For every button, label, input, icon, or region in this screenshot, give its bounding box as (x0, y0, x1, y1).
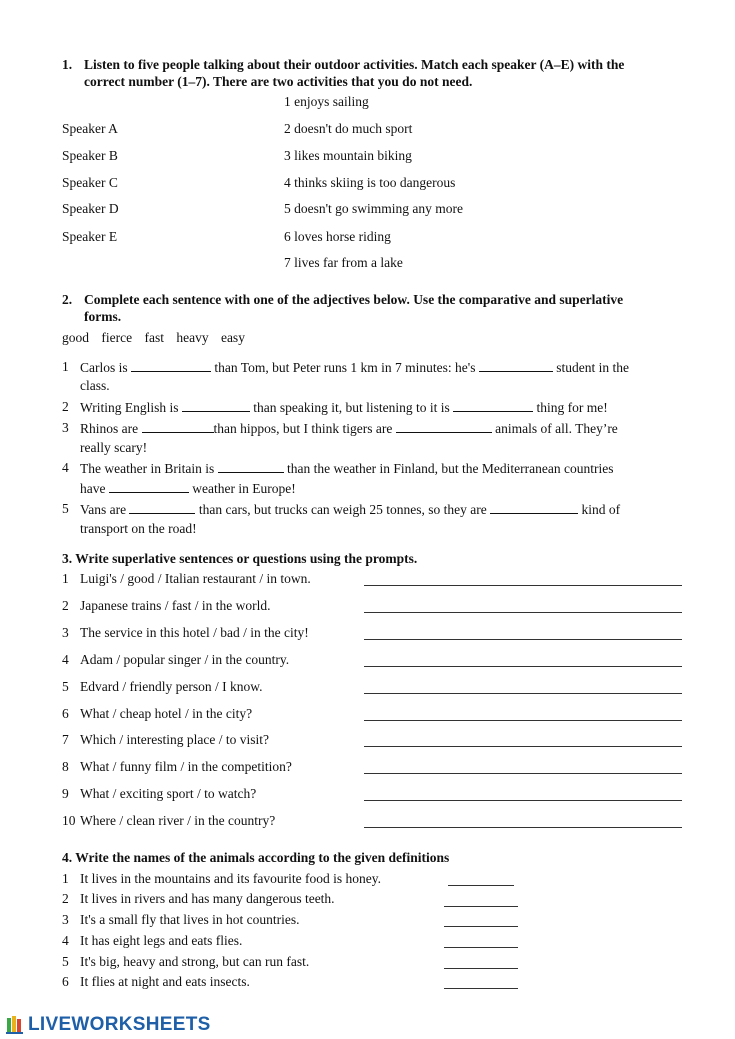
ex1-option: 4 thinks skiing is too dangerous (284, 175, 456, 190)
answer-line[interactable] (444, 988, 518, 989)
sentence-text: animals of all. They’re (495, 421, 618, 436)
ex4-title: 4. Write the names of the animals according to the given definitions (62, 850, 450, 865)
word-bank-item: good (62, 330, 89, 345)
speaker-label: Speaker E (62, 229, 118, 244)
prompt-number: 4 (62, 652, 69, 667)
answer-blank[interactable] (218, 460, 284, 473)
word-bank (62, 330, 245, 346)
answer-line[interactable] (444, 968, 518, 969)
prompt-text: The service in this hotel / bad / in the city! (80, 625, 309, 640)
answer-blank[interactable] (142, 420, 214, 433)
ex1-number: 1. (62, 57, 73, 72)
definition-text: It lives in rivers and has many dangerous teeth. (80, 891, 335, 906)
answer-line[interactable] (364, 720, 682, 721)
answer-line[interactable] (364, 666, 682, 667)
sentence-number: 3 (62, 420, 69, 435)
sentence-text: Vans are (80, 502, 127, 517)
sentence-text: than hippos, but I think tigers are (213, 421, 393, 436)
ex1-option: 1 enjoys sailing (284, 94, 369, 109)
answer-blank[interactable] (109, 480, 189, 493)
prompt-number: 8 (62, 759, 69, 774)
sentence-text: Carlos is (80, 360, 128, 375)
word-bank-item: easy (220, 330, 245, 345)
answer-line[interactable] (448, 885, 514, 886)
sentence-text: Rhinos are (80, 421, 139, 436)
prompt-text: Japanese trains / fast / in the world. (80, 598, 271, 613)
word-bank-item: heavy (176, 330, 209, 345)
prompt-text: What / exciting sport / to watch? (80, 786, 257, 801)
sentence-4-cont (80, 480, 296, 497)
answer-line[interactable] (364, 827, 682, 828)
sentence-text: student in the (556, 360, 629, 375)
sentence-1 (80, 359, 629, 376)
definition-text: It's big, heavy and strong, but can run fast. (80, 954, 310, 969)
ex2-instruction-line2: forms. (84, 309, 122, 324)
answer-blank[interactable] (453, 399, 533, 412)
liveworksheets-logo[interactable] (6, 1014, 211, 1036)
definition-number: 6 (62, 974, 69, 989)
answer-line[interactable] (444, 947, 518, 948)
answer-blank[interactable] (131, 359, 211, 372)
answer-blank[interactable] (479, 359, 553, 372)
sentence-number: 1 (62, 359, 69, 374)
prompt-text: Where / clean river / in the country? (80, 813, 276, 828)
speaker-label: Speaker C (62, 175, 118, 190)
answer-line[interactable] (444, 906, 518, 907)
sentence-5 (80, 501, 620, 518)
sentence-text: have (80, 481, 106, 496)
prompt-number: 3 (62, 625, 69, 640)
prompt-text: What / cheap hotel / in the city? (80, 706, 253, 721)
ex1-option: 7 lives far from a lake (284, 255, 403, 270)
sentence-3 (80, 420, 618, 437)
sentence-text: than Tom, but Peter runs 1 km in 7 minutes: he's (214, 360, 476, 375)
answer-line[interactable] (444, 926, 518, 927)
answer-blank[interactable] (129, 501, 195, 514)
speaker-label: Speaker B (62, 148, 118, 163)
sentence-number: 2 (62, 399, 69, 414)
ex2-instruction-line1: Complete each sentence with one of the adjectives below. Use the comparative and superlative (84, 292, 624, 307)
answer-line[interactable] (364, 693, 682, 694)
speaker-label: Speaker A (62, 121, 118, 136)
prompt-text: What / funny film / in the competition? (80, 759, 292, 774)
sentence-2 (80, 399, 608, 416)
answer-blank[interactable] (490, 501, 578, 514)
ex1-option: 3 likes mountain biking (284, 148, 412, 163)
sentence-text: kind of (581, 502, 621, 517)
definition-number: 3 (62, 912, 69, 927)
prompt-number: 1 (62, 571, 69, 586)
definition-number: 1 (62, 871, 69, 886)
prompt-number: 6 (62, 706, 69, 721)
ex1-option: 6 loves horse riding (284, 229, 391, 244)
prompt-text: Luigi's / good / Italian restaurant / in town. (80, 571, 311, 586)
ex3-title: 3. Write superlative sentences or questions using the prompts. (62, 551, 418, 566)
definition-number: 2 (62, 891, 69, 906)
prompt-number: 2 (62, 598, 69, 613)
definition-text: It lives in the mountains and its favourite food is honey. (80, 871, 381, 886)
answer-blank[interactable] (396, 420, 492, 433)
ex1-instruction-line2: correct number (1–7). There are two activities that you do not need. (84, 74, 473, 89)
answer-blank[interactable] (182, 399, 250, 412)
sentence-number: 5 (62, 501, 69, 516)
sentence-text: really scary! (80, 440, 148, 455)
prompt-text: Adam / popular singer / in the country. (80, 652, 290, 667)
sentence-text: class. (80, 378, 110, 393)
word-bank-item: fast (144, 330, 164, 345)
ex2-number: 2. (62, 292, 73, 307)
prompt-text: Edvard / friendly person / I know. (80, 679, 263, 694)
definition-number: 5 (62, 954, 69, 969)
sentence-4 (80, 460, 614, 477)
prompt-number: 7 (62, 732, 69, 747)
answer-line[interactable] (364, 800, 682, 801)
prompt-number: 10 (62, 813, 76, 828)
logo-text: LIVEWORKSHEETS (28, 1014, 211, 1035)
definition-text: It's a small fly that lives in hot countries. (80, 912, 300, 927)
ex1-option: 2 doesn't do much sport (284, 121, 413, 136)
sentence-text: than the weather in Finland, but the Mediterranean countries (286, 461, 614, 476)
ex1-option: 5 doesn't go swimming any more (284, 201, 464, 216)
speaker-label: Speaker D (62, 201, 119, 216)
answer-line[interactable] (364, 746, 682, 747)
ex1-instruction-line1: Listen to five people talking about their outdoor activities. Match each speaker (A–E) with the (84, 57, 625, 72)
sentence-text: than cars, but trucks can weigh 25 tonnes, so they are (198, 502, 487, 517)
answer-line[interactable] (364, 773, 682, 774)
prompt-number: 5 (62, 679, 69, 694)
definition-number: 4 (62, 933, 69, 948)
sentence-text: Writing English is (80, 400, 179, 415)
answer-line[interactable] (364, 612, 682, 613)
sentence-text: weather in Europe! (192, 481, 296, 496)
sentence-text: transport on the road! (80, 521, 197, 536)
answer-line[interactable] (364, 639, 682, 640)
sentence-text: than speaking it, but listening to it is (253, 400, 450, 415)
prompt-number: 9 (62, 786, 69, 801)
word-bank-item: fierce (101, 330, 133, 345)
definition-text: It has eight legs and eats flies. (80, 933, 243, 948)
liveworksheets-logo-icon (6, 1015, 28, 1035)
sentence-text: thing for me! (536, 400, 608, 415)
sentence-text: The weather in Britain is (80, 461, 215, 476)
sentence-number: 4 (62, 460, 69, 475)
definition-text: It flies at night and eats insects. (80, 974, 250, 989)
prompt-text: Which / interesting place / to visit? (80, 732, 269, 747)
answer-line[interactable] (364, 585, 682, 586)
